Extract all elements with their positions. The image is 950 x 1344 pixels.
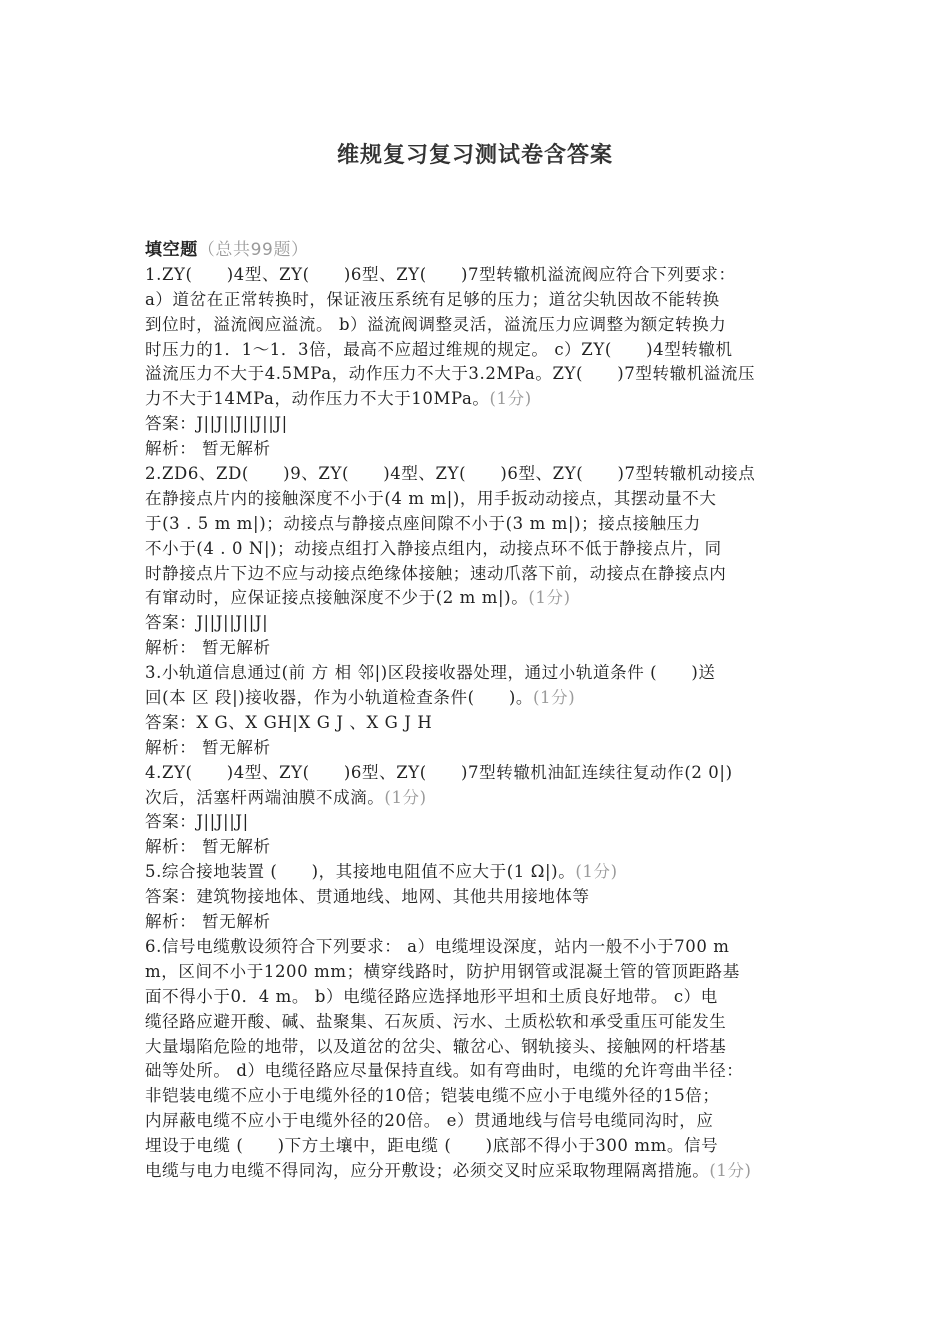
answer-label: 答案： — [145, 812, 197, 832]
analysis-label: 解析： — [145, 837, 197, 857]
analysis-line — [145, 910, 825, 935]
question-score: (1分) — [489, 389, 532, 409]
question-text-line: 面不得小于0．4 m。 b）电缆径路应选择地形平坦和土质良好地带。 c）电 — [145, 986, 718, 1006]
question-item — [145, 263, 825, 462]
question-text-line: 6.信号电缆敷设须符合下列要求： a）电缆埋设深度，站内一般不小于700 m — [145, 936, 730, 956]
analysis-value: 暂无解析 — [196, 837, 271, 857]
question-text-line — [145, 586, 825, 611]
answer-label: 答案： — [145, 712, 197, 732]
analysis-line — [145, 835, 825, 860]
analysis-label: 解析： — [145, 638, 197, 658]
analysis-label: 解析： — [145, 439, 197, 459]
analysis-value: 暂无解析 — [196, 737, 271, 757]
answer-value: J||J||J| — [196, 812, 249, 832]
question-score: (1分) — [528, 588, 571, 608]
answer-label: 答案： — [145, 887, 197, 907]
question-text-line: 时静接点片下边不应与动接点绝缘体接触；速动爪落下前，动接点在静接点内 — [145, 563, 727, 583]
answer-value: X G、X GH|X G J 、X G J H — [196, 712, 433, 732]
question-text-line: 大量塌陷危险的地带，以及道岔的岔尖、辙岔心、钢轨接头、接触网的杆塔基 — [145, 1036, 727, 1056]
question-text-line — [145, 387, 825, 412]
analysis-label: 解析： — [145, 912, 197, 932]
question-text-line: 2.ZD6、ZD( )9、ZY( )4型、ZY( )6型、ZY( )7型转辙机动接点 — [145, 464, 756, 484]
question-score: (1分) — [575, 862, 618, 882]
question-text: 有窜动时，应保证接点接触深度不少于(2 m m|)。 — [145, 588, 529, 608]
question-text-line: 缆径路应避开酸、碱、盐聚集、石灰质、污水、土质松软和承受重压可能发生 — [145, 1011, 727, 1031]
question-text-line: 3.小轨道信息通过(前 方 相 邻|)区段接收器处理，通过小轨道条件 ( )送 — [145, 663, 716, 683]
answer-line — [145, 611, 825, 636]
analysis-line — [145, 437, 825, 462]
question-text-line: 溢流压力不大于4.5MPa，动作压力不大于3.2MPa。ZY( )7型转辙机溢流压 — [145, 364, 756, 384]
question-text: 力不大于14MPa，动作压力不大于10MPa。 — [145, 389, 490, 409]
question-list — [145, 263, 825, 1184]
question-text-line: 内屏蔽电缆不应小于电缆外径的20倍。 e）贯通地线与信号电缆同沟时，应 — [145, 1111, 714, 1131]
analysis-value: 暂无解析 — [196, 912, 271, 932]
answer-value: 建筑物接地体、贯通地线、地网、其他共用接地体等 — [196, 887, 590, 907]
question-text-line: m，区间不小于1200 mm；横穿线路时，防护用钢管或混凝土管的管顶距路基 — [145, 961, 740, 981]
answer-value: J||J||J||J| — [196, 613, 269, 633]
question-text: 电缆与电力电缆不得同沟，应分开敷设；必须交叉时应采取物理隔离措施。 — [145, 1160, 710, 1180]
question-text-line — [145, 686, 825, 711]
question-text-line: 非铠装电缆不应小于电缆外径的10倍；铠装电缆不应小于电缆外径的15倍； — [145, 1086, 720, 1106]
section-count: （总共99题） — [197, 240, 309, 260]
question-text-line: 4.ZY( )4型、ZY( )6型、ZY( )7型转辙机油缸连续往复动作(2 0|) — [145, 762, 733, 782]
answer-line — [145, 810, 825, 835]
analysis-value: 暂无解析 — [196, 638, 271, 658]
question-score: (1分) — [384, 787, 427, 807]
section-heading — [145, 238, 825, 263]
question-text-line: 到位时，溢流阀应溢流。 b）溢流阀调整灵活，溢流压力应调整为额定转换力 — [145, 314, 727, 334]
document-body — [145, 238, 825, 1184]
analysis-line — [145, 636, 825, 661]
question-text-line — [145, 1159, 805, 1184]
question-text-line: 于(3 . 5 m m|)；动接点与静接点座间隙不小于(3 m m|)；接点接触压力 — [145, 513, 701, 533]
question-score: (1分) — [533, 688, 576, 708]
question-text: 5.综合接地装置 ( )，其接地电阻值不应大于(1 Ω|)。 — [145, 862, 576, 882]
document-title: 维规复习复习测试卷含答案 — [336, 143, 613, 168]
question-item — [145, 462, 825, 661]
question-text-line: 不小于(4 . 0 N|)；动接点组打入静接点组内，动接点环不低于静接点片，同 — [145, 538, 722, 558]
question-item — [145, 935, 825, 1184]
question-text-line: 时压力的1．1～1．3倍，最高不应超过维规的规定。 c）ZY( )4型转辙机 — [145, 339, 733, 359]
section-label: 填空题 — [145, 240, 198, 260]
answer-label: 答案： — [145, 414, 197, 434]
question-text-line: 1.ZY( )4型、ZY( )6型、ZY( )7型转辙机溢流阀应符合下列要求： — [145, 264, 736, 284]
analysis-line — [145, 736, 825, 761]
question-text-line: a）道岔在正常转换时，保证液压系统有足够的压力；道岔尖轨因故不能转换 — [145, 289, 720, 309]
question-text-line — [145, 860, 825, 885]
answer-line — [145, 885, 825, 910]
question-item — [145, 860, 825, 935]
answer-label: 答案： — [145, 613, 197, 633]
question-item — [145, 661, 825, 761]
answer-line — [145, 412, 825, 437]
question-text-line — [145, 786, 825, 811]
question-text-line: 在静接点片内的接触深度不小于(4 m m|)，用手扳动动接点，其摆动量不大 — [145, 488, 717, 508]
question-text: 回(本 区 段|)接收器，作为小轨道检查条件( )。 — [145, 688, 533, 708]
analysis-value: 暂无解析 — [196, 439, 271, 459]
answer-line — [145, 711, 825, 736]
question-text: 次后，活塞杆两端油膜不成滴。 — [145, 787, 385, 807]
analysis-label: 解析： — [145, 737, 197, 757]
question-text-line: 础等处所。 d）电缆径路应尽量保持直线。如有弯曲时，电缆的允许弯曲半径： — [145, 1061, 744, 1081]
question-score: (1分) — [709, 1160, 752, 1180]
answer-value: J||J||J||J||J| — [196, 414, 288, 434]
question-text-line: 埋设于电缆 ( )下方土壤中，距电缆 ( )底部不得小于300 mm。信号 — [145, 1136, 719, 1156]
question-item — [145, 761, 825, 861]
